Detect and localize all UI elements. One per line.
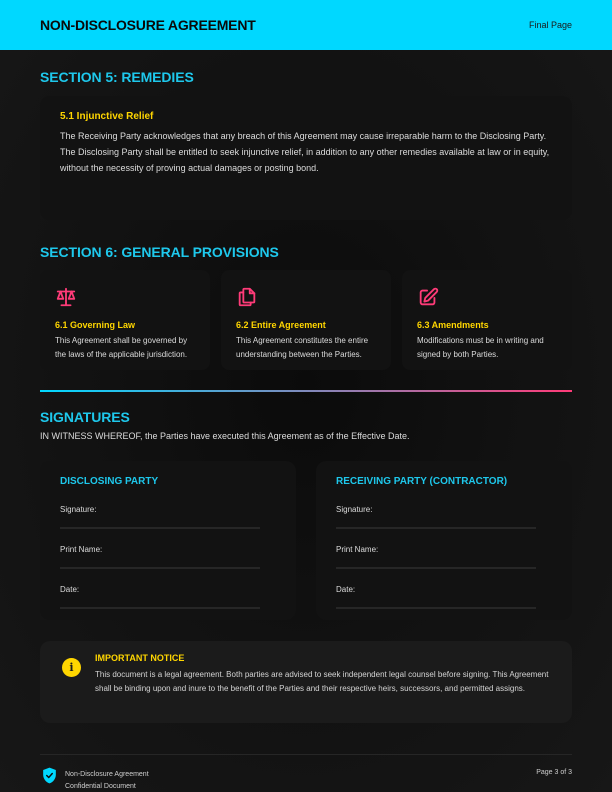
provision-title: 6.3 Amendments xyxy=(417,320,489,330)
date-line[interactable] xyxy=(336,607,536,609)
receiving-party-signature-block xyxy=(316,461,572,620)
print-name-field[interactable] xyxy=(336,545,552,585)
print-name-field[interactable] xyxy=(60,545,276,585)
signature-field[interactable] xyxy=(336,505,552,545)
print-name-line[interactable] xyxy=(336,567,536,569)
edit-pencil-icon xyxy=(417,286,439,308)
field-label: Signature: xyxy=(60,505,97,514)
field-label: Signature: xyxy=(336,505,373,514)
provision-text: This Agreement shall be governed by the laws of the applicable jurisdiction. xyxy=(55,336,188,359)
copy-documents-icon xyxy=(236,286,258,308)
scale-icon xyxy=(55,286,77,308)
footer-doc-name: Non-Disclosure Agreement xyxy=(65,771,149,778)
clause-title: 5.1 Injunctive Relief xyxy=(60,111,154,122)
footer-confidential: Confidential Document xyxy=(65,783,136,790)
provision-card-entire-agreement xyxy=(221,270,391,370)
section-6-title: SECTION 6: GENERAL PROVISIONS xyxy=(40,244,279,260)
party-title: RECEIVING PARTY (CONTRACTOR) xyxy=(336,476,508,487)
signature-line[interactable] xyxy=(60,527,260,529)
provision-card-amendments xyxy=(402,270,572,370)
document-header xyxy=(0,0,612,50)
print-name-line[interactable] xyxy=(60,567,260,569)
date-line[interactable] xyxy=(60,607,260,609)
field-label: Date: xyxy=(60,585,80,594)
party-title: DISCLOSING PARTY xyxy=(60,476,159,487)
page-label: Final Page xyxy=(528,20,572,30)
provision-text: This Agreement constitutes the entire understanding between the Parties. xyxy=(236,336,369,359)
field-label: Print Name: xyxy=(60,545,103,554)
clause-text: The Receiving Party acknowledges that any breach of this Agreement may cause irreparable harm to the Disclosing Party. The Disclosing Party shall be entitled to seek injunctive relief, in addition to any other remedies available at law or in equity, without the necessity of proving actual damages or posting bond. xyxy=(60,131,550,173)
provision-title: 6.2 Entire Agreement xyxy=(236,320,326,330)
provision-card-governing-law xyxy=(40,270,210,370)
signatures-title: SIGNATURES xyxy=(40,409,130,425)
provision-title: 6.1 Governing Law xyxy=(55,320,136,330)
notice-text: This document is a legal agreement. Both parties are advised to seek independent legal counsel before signing. This Agreement shall be binding upon and inure to the benefit of the Parties and their respective heirs, successors, and permitted assigns. xyxy=(95,670,549,693)
gradient-divider xyxy=(40,390,572,392)
injunctive-relief-card xyxy=(40,96,572,220)
important-notice xyxy=(40,641,572,723)
footer-divider xyxy=(40,754,572,755)
field-label: Print Name: xyxy=(336,545,379,554)
shield-check-icon xyxy=(40,766,59,785)
date-field[interactable] xyxy=(60,585,276,625)
notice-title: IMPORTANT NOTICE xyxy=(95,653,185,663)
provision-text: Modifications must be in writing and signed by both Parties. xyxy=(417,336,544,359)
page-number: Page 3 of 3 xyxy=(536,769,572,776)
disclosing-party-signature-block xyxy=(40,461,296,620)
document-title: NON-DISCLOSURE AGREEMENT xyxy=(40,17,256,33)
date-field[interactable] xyxy=(336,585,552,625)
info-icon: i xyxy=(62,658,81,677)
signatures-intro: IN WITNESS WHEREOF, the Parties have executed this Agreement as of the Effective Date. xyxy=(40,431,410,441)
signature-line[interactable] xyxy=(336,527,536,529)
footer-text xyxy=(65,769,149,792)
field-label: Date: xyxy=(336,585,356,594)
signature-field[interactable] xyxy=(60,505,276,545)
section-5-title: SECTION 5: REMEDIES xyxy=(40,69,194,85)
